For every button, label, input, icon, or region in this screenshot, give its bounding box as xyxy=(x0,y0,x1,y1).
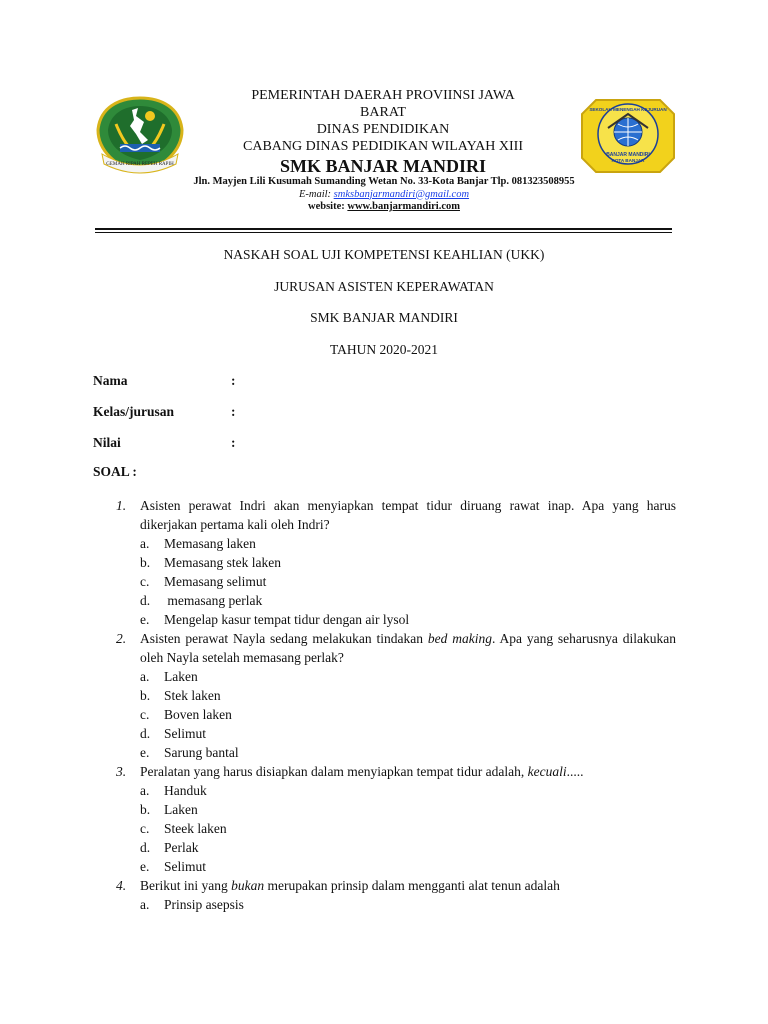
question-text: Peralatan yang harus disiapkan dalam menyiapkan tempat tidur adalah, kecuali..... xyxy=(140,764,584,779)
field-colon-nilai: : xyxy=(231,435,236,450)
west-java-emblem-icon xyxy=(92,94,188,174)
doc-department: JURUSAN ASISTEN KEPERAWATAN xyxy=(274,279,494,294)
website-line xyxy=(150,201,618,214)
doc-school: SMK BANJAR MANDIRI xyxy=(310,310,458,325)
school-logo-icon xyxy=(578,94,678,178)
school-logo-bottom-text-1: BANJAR MANDIRI xyxy=(606,152,650,158)
answer-option: a. Handuk xyxy=(140,783,207,798)
letterhead-line-3: DINAS PENDIDIKAN xyxy=(316,122,450,137)
address: Jln. Mayjen Lili Kusumah Sumanding Wetan No. 33-Kota Banjar Tlp. 081323508955 xyxy=(193,176,575,187)
school-logo-bottom-text-2: KOTA BANJAR xyxy=(611,158,645,163)
letterhead-divider-thick xyxy=(95,228,672,230)
answer-option: b. Stek laken xyxy=(140,688,221,703)
question-item xyxy=(93,629,676,762)
doc-year: TAHUN 2020-2021 xyxy=(329,342,439,357)
answer-option: b. Laken xyxy=(140,802,198,817)
letterhead-line-4: CABANG DINAS PEDIDIKAN WILAYAH XIII xyxy=(243,139,523,154)
answer-option: c. Memasang selimut xyxy=(140,574,267,589)
website-link[interactable]: www.banjarmandiri.com xyxy=(347,201,460,212)
answer-option: d. Perlak xyxy=(140,840,199,855)
letterhead-line-1: PEMERINTAH DAERAH PROVIINSI JAWA xyxy=(251,88,515,103)
field-colon-kelas: : xyxy=(231,404,236,419)
question-list xyxy=(93,496,676,914)
question-number: 3. xyxy=(116,764,127,779)
answer-option: a. Memasang laken xyxy=(140,536,256,551)
letterhead-divider-thin xyxy=(95,232,672,233)
answer-option: e. Sarung bantal xyxy=(140,745,239,760)
email-label: E-mail: xyxy=(298,188,334,200)
answer-option: d. memasang perlak xyxy=(140,593,263,608)
letterhead-line-2: BARAT xyxy=(360,105,406,120)
email-link[interactable]: smksbanjarmandiri@gmail.com xyxy=(333,188,470,200)
answer-option: a. Laken xyxy=(140,669,198,684)
field-colon-nama: : xyxy=(231,373,236,388)
emblem-motto: GEMAH RIPAH REPEH RAPIH xyxy=(106,162,174,167)
field-label-nilai: Nilai xyxy=(93,435,121,450)
question-text: Asisten perawat Indri akan menyiapkan tempat tidur diruang rawat inap. Apa yang harus dikerjakan pertama kali oleh Indri? xyxy=(140,498,676,532)
answer-option: c. Steek laken xyxy=(140,821,227,836)
website-label: website: xyxy=(308,201,348,212)
question-text: Asisten perawat Nayla sedang melakukan tindakan bed making. Apa yang seharusnya dilakukan oleh Nayla setelah memasang perlak? xyxy=(140,631,677,665)
answer-option: b. Memasang stek laken xyxy=(140,555,281,570)
question-item xyxy=(93,496,676,629)
questions-heading: SOAL : xyxy=(93,464,137,479)
letterhead xyxy=(200,87,566,177)
question-number: 4. xyxy=(116,878,127,893)
answer-option: e. Mengelap kasur tempat tidur dengan air lysol xyxy=(140,612,410,627)
letterhead-contact xyxy=(150,176,618,214)
field-label-kelas: Kelas/jurusan xyxy=(93,404,175,419)
field-label-nama: Nama xyxy=(93,373,128,388)
question-item xyxy=(93,876,676,914)
email-line xyxy=(150,189,618,202)
question-number: 1. xyxy=(116,498,127,513)
answer-option: a. Prinsip asepsis xyxy=(140,897,244,912)
answer-option: e. Selimut xyxy=(140,859,207,874)
school-name: SMK BANJAR MANDIRI xyxy=(280,156,486,176)
answer-option: d. Selimut xyxy=(140,726,207,741)
answer-option: c. Boven laken xyxy=(140,707,232,722)
question-text: Berikut ini yang bukan merupakan prinsip dalam mengganti alat tenun adalah xyxy=(140,878,560,893)
doc-title: NASKAH SOAL UJI KOMPETENSI KEAHLIAN (UKK) xyxy=(223,247,545,262)
question-item xyxy=(93,762,676,876)
question-number: 2. xyxy=(116,631,127,646)
school-logo-top-text: SEKOLAH MENENGAH KEJURUAN xyxy=(589,107,667,112)
